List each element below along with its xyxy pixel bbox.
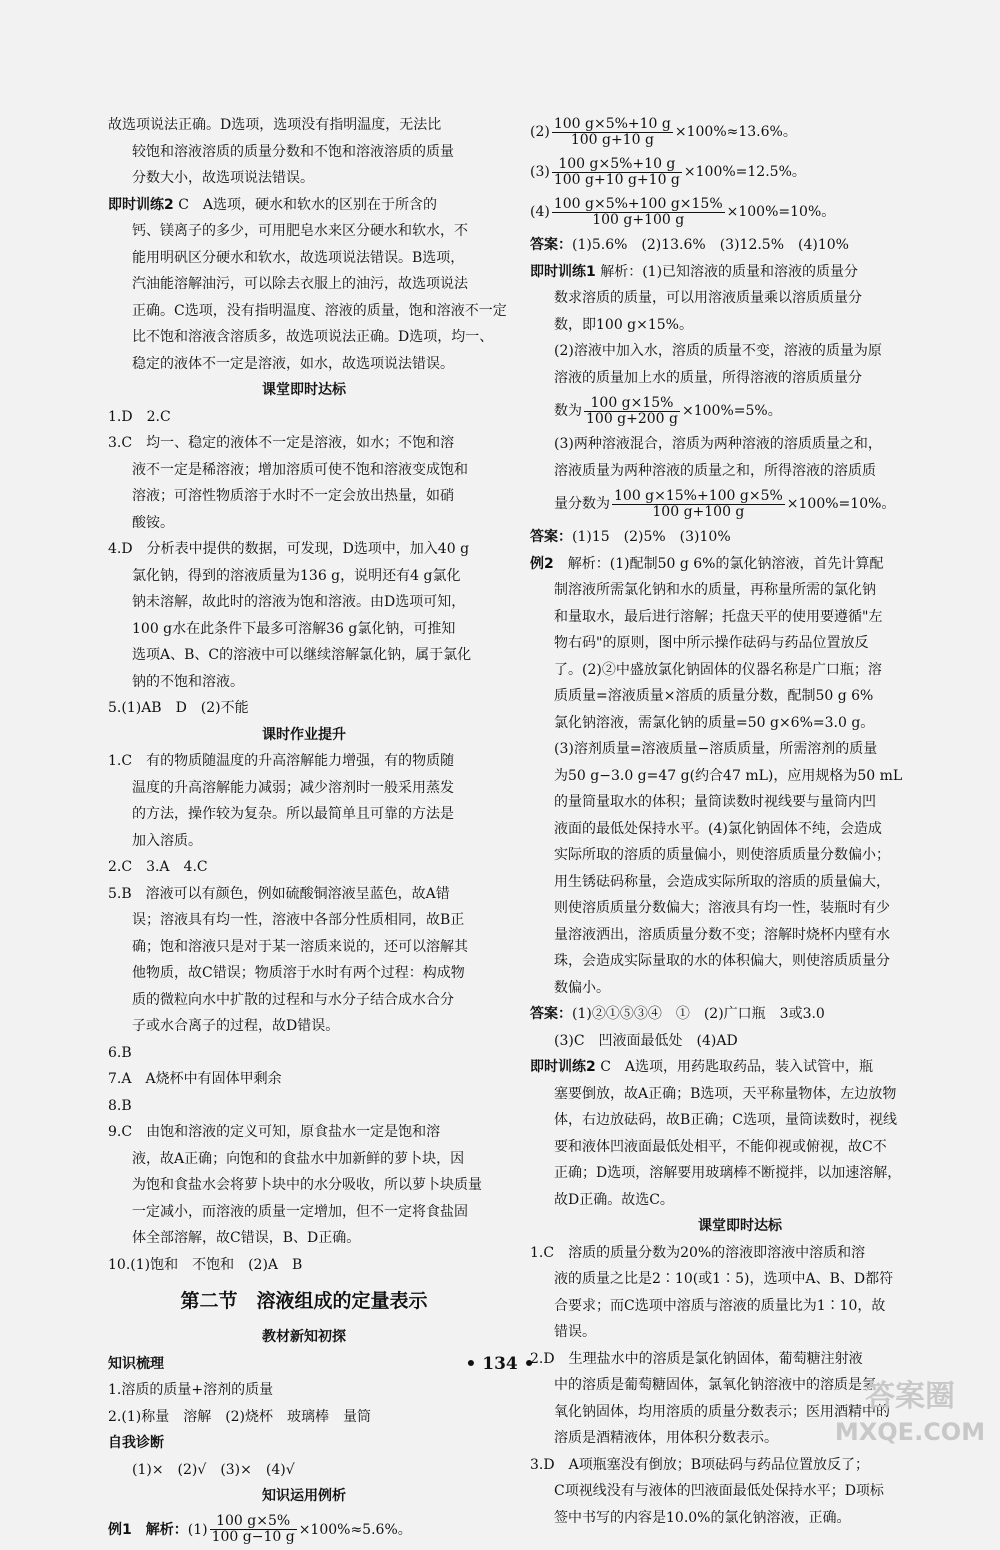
- text-span: (1): [187, 1521, 208, 1538]
- watermark-top-text: 答案圈: [865, 1379, 955, 1414]
- text-line: 酸铵。: [132, 514, 174, 531]
- formula-line: [530, 484, 950, 524]
- text-line: 实际所取的溶质的质量偏小，则使溶质质量分数偏小；: [554, 847, 890, 863]
- formula-line: [108, 1510, 500, 1550]
- text-line: 100 g水在此条件下最多可溶解36 g氯化钠，可推知: [132, 620, 456, 637]
- subsection-heading: 知识梳理: [108, 1355, 164, 1372]
- answer-line: 10.(1)饱和 不饱和 (2)A B: [108, 1256, 303, 1273]
- answer-line: (3)C 凹液面最低处 (4)AD: [554, 1032, 738, 1049]
- fraction-denominator: 100 g+200 g: [586, 410, 678, 427]
- text-line: 体，右边放砝码，故B正确；C选项，量筒读数时，视线: [554, 1112, 897, 1128]
- text-line: 子或水合离子的过程，故D错误。: [132, 1018, 340, 1034]
- fraction-numerator: 100 g×5%: [210, 1514, 297, 1530]
- label-training-2: 即时训练2: [108, 196, 174, 213]
- answer-line: 1.溶质的质量+溶剂的质量: [108, 1382, 274, 1398]
- section-heading: 课堂即时达标: [262, 382, 346, 398]
- chapter-section-title: 第二节 溶液组成的定量表示: [180, 1290, 428, 1312]
- text-line: (3)溶剂质量=溶液质量−溶质质量，所需溶剂的质量: [554, 741, 878, 757]
- text-line: 液不一定是稀溶液；增加溶质可使不饱和溶液变成饱和: [132, 461, 468, 478]
- text-line: 的方法，操作较为复杂。所以最简单且可靠的方法是: [132, 806, 454, 822]
- fraction-numerator: 100 g×5%+10 g: [553, 115, 671, 132]
- text-line: 液，故A正确；向饱和的食盐水中加新鲜的萝卜块，因: [132, 1150, 465, 1167]
- text-line: 分数大小，故选项说法错误。: [132, 170, 314, 186]
- answer-line: 1.C 溶质的质量分数为20%的溶液即溶液中溶质和溶: [530, 1244, 866, 1261]
- text-line: 数偏小。: [554, 979, 610, 996]
- label-answer: 答案：: [530, 529, 572, 545]
- answer-line: 9.C 由饱和溶液的定义可知，原食盐水一定是饱和溶: [108, 1124, 441, 1140]
- text-line: 中的溶质是葡萄糖固体，氯氧化钠溶液中的溶质是氢: [554, 1377, 876, 1393]
- text-span: ×100%=10%。: [786, 496, 896, 512]
- fraction: [552, 117, 673, 148]
- text-line: 数求溶质的质量，可以用溶液质量乘以溶质质量分: [554, 290, 862, 306]
- fraction-numerator: 100 g×15%+100 g×5%: [614, 487, 783, 504]
- text-line: 故选项说法正确。D选项，选项没有指明温度，无法比: [108, 117, 442, 133]
- text-span: ×100%≈5.6%。: [298, 1521, 412, 1538]
- text-span: C A选项，硬水和软水的区别在于所含的: [178, 196, 438, 213]
- text-line: 一定减小，而溶液的质量一定增加，但不一定将食盐固: [132, 1203, 468, 1220]
- text-line: 的量筒量取水的体积；量筒读数时视线要与量筒内凹: [554, 794, 876, 810]
- text-line: 则使溶质质量分数偏大；溶液具有均一性，装瓶时有少: [554, 900, 890, 916]
- answer-line: 1.D 2.C: [108, 408, 171, 425]
- text-span: (2): [530, 124, 550, 140]
- answer-line: [530, 232, 950, 259]
- text-span: (1)②①⑤③④ ① (2)广口瓶 3或3.0: [572, 1006, 825, 1022]
- text-span: (1)15 (2)5% (3)10%: [572, 529, 731, 545]
- text-line: 溶质是酒精液体，用体积分数表示。: [554, 1430, 778, 1446]
- text-span: ×100%=10%。: [726, 204, 836, 220]
- formula-line: [530, 192, 950, 232]
- answer-line: 2.C 3.A 4.C: [108, 859, 208, 875]
- answer-line: [530, 1001, 950, 1028]
- page-number: • 134 •: [465, 1354, 535, 1374]
- text-line: [530, 1054, 950, 1081]
- watermark-logo: [830, 1372, 990, 1450]
- text-line: [530, 259, 950, 286]
- fraction-numerator: 100 g×15%: [584, 396, 680, 412]
- text-line: 制溶液所需氯化钠和水的质量，再称量所需的氯化钠: [554, 582, 876, 598]
- text-line: 数，即100 g×15%。: [554, 316, 693, 333]
- right-column: [530, 112, 950, 1531]
- text-line: 塞要倒放，故A正确；B选项，天平称量物体，左边放物: [554, 1085, 897, 1102]
- text-line: 加入溶质。: [132, 832, 202, 849]
- answer-line: 4.D 分析表中提供的数据，可发现，D选项中，加入40 g: [108, 541, 470, 557]
- text-line: [530, 551, 950, 578]
- label-training-2: 即时训练2: [530, 1059, 596, 1075]
- text-line: 溶液的质量加上水的质量，所得溶液的溶质质量分: [554, 369, 862, 386]
- text-line: 误；溶液具有均一性，溶液中各部分性质相同，故B正: [132, 912, 465, 928]
- text-span: (3): [530, 164, 550, 180]
- answer-line: 5.B 溶液可以有颜色，例如硫酸铜溶液呈蓝色，故A错: [108, 885, 450, 902]
- text-line: 氯化钠溶液，需氯化钠的质量=50 g×6%=3.0 g。: [554, 714, 875, 731]
- label-training-1: 即时训练1: [530, 263, 596, 280]
- text-span: 数为: [554, 403, 582, 419]
- text-line: 稳定的液体不一定是溶液，如水，故选项说法错误。: [132, 355, 454, 372]
- label-example-1: 例1 解析：: [108, 1521, 188, 1538]
- text-span: 解析：(1)已知溶液的质量和溶液的质量分: [600, 263, 859, 280]
- section-heading: 课堂即时达标: [698, 1218, 782, 1234]
- watermark-bottom-text: MXQE.COM: [834, 1418, 986, 1446]
- text-line: 要和液体凹液面最低处相平，不能仰视或俯视，故C不: [554, 1138, 887, 1155]
- text-line: [108, 192, 500, 219]
- text-line: 较饱和溶液溶质的质量分数和不饱和溶液溶质的质量: [132, 143, 454, 160]
- text-span: 量分数为: [554, 496, 610, 512]
- text-line: 比不饱和溶液含溶质多，故选项说法正确。D选项，均一、: [132, 329, 494, 345]
- text-line: C项视线没有与液体的凹液面最低处保持水平；D项标: [554, 1483, 884, 1499]
- answer-line: 1.C 有的物质随温度的升高溶解能力增强，有的物质随: [108, 753, 455, 769]
- text-span: (4): [530, 204, 550, 220]
- fraction: [552, 157, 682, 188]
- subsection-heading: 自我诊断: [108, 1435, 164, 1451]
- text-line: 故D正确。故选C。: [554, 1191, 674, 1208]
- section-heading: 知识运用例析: [262, 1488, 346, 1504]
- text-line: 为50 g−3.0 g=47 g(约合47 mL)，应用规格为50 mL: [554, 767, 903, 784]
- text-line: 钠未溶解，故此时的溶液为饱和溶液。由D选项可知，: [132, 594, 466, 610]
- text-line: 用生锈砝码称量，会造成实际所取的溶质的质量偏大，: [554, 873, 890, 890]
- answer-line: 5.(1)AB D (2)不能: [108, 700, 249, 716]
- section-heading: 课时作业提升: [262, 726, 346, 743]
- fraction: [552, 197, 725, 228]
- text-line: 钠的不饱和溶液。: [132, 673, 244, 690]
- text-line: 质的微粒向水中扩散的过程和与水分子结合成水合分: [132, 991, 454, 1008]
- fraction-denominator: 100 g+10 g+10 g: [553, 171, 680, 188]
- text-line: 签中书写的内容是10.0%的氯化钠溶液，正确。: [554, 1509, 851, 1526]
- fraction-numerator: 100 g×5%+10 g: [552, 157, 682, 173]
- text-line: 量溶液洒出，溶质质量分数不变；溶解时烧杯内壁有水: [554, 926, 890, 943]
- left-column: [108, 112, 507, 1550]
- text-line: 正确；D选项，溶解要用玻璃棒不断搅拌，以加速溶解，: [554, 1165, 902, 1181]
- label-example-2: 例2: [530, 555, 554, 572]
- text-line: 质质量=溶液质量×溶质的质量分数，配制50 g 6%: [554, 688, 874, 704]
- text-line: 物右码"的原则，图中所示操作砝码与药品位置放反: [554, 635, 869, 651]
- answer-line: 8.B: [108, 1097, 132, 1114]
- answer-line: 7.A A烧杯中有固体甲剩余: [108, 1071, 282, 1087]
- formula-line: [530, 152, 950, 192]
- text-span: ×100%≈13.6%。: [674, 124, 797, 140]
- text-span: (1)5.6% (2)13.6% (3)12.5% (4)10%: [572, 237, 849, 253]
- text-line: (2)溶液中加入水，溶质的质量不变，溶液的质量为原: [554, 343, 882, 359]
- text-line: 他物质，故C错误；物质溶于水时有两个过程：构成物: [132, 965, 465, 981]
- text-span: ×100%=12.5%。: [683, 164, 806, 180]
- label-answer: 答案：: [530, 1006, 572, 1022]
- text-line: 液面的最低处保持水平。(4)氯化钠固体不纯，会造成: [554, 820, 882, 837]
- text-line: 和量取水，最后进行溶解；托盘天平的使用要遵循"左: [554, 608, 883, 625]
- formula-line: [530, 391, 950, 431]
- text-line: 合要求；而C选项中溶质与溶液的质量比为1∶10，故: [554, 1297, 886, 1314]
- text-line: 了。(2)②中盛放氯化钠固体的仪器名称是广口瓶；溶: [554, 661, 882, 678]
- fraction-denominator: 100 g+100 g: [652, 503, 745, 520]
- text-line: 选项A、B、C的溶液中可以继续溶解氯化钠，属于氯化: [132, 647, 472, 663]
- answer-line: 2.D 生理盐水中的溶质是氯化钠固体，葡萄糖注射液: [530, 1350, 863, 1367]
- answer-line: 3.C 均一、稳定的液体不一定是溶液，如水；不饱和溶: [108, 435, 455, 451]
- text-line: (3)两种溶液混合，溶质为两种溶液的溶质质量之和，: [554, 436, 882, 452]
- fraction-numerator: 100 g×5%+100 g×15%: [553, 195, 723, 212]
- text-line: 溶液；可溶性物质溶于水时不一定会放出热量，如硝: [132, 488, 454, 504]
- fraction: [612, 489, 785, 520]
- text-line: 溶液质量为两种溶液的质量之和，所得溶液的溶质质: [554, 462, 876, 479]
- text-line: 温度的升高溶解能力减弱；减少溶剂时一般采用蒸发: [132, 779, 454, 796]
- fraction: [210, 1514, 297, 1545]
- text-span: 解析：(1)配制50 g 6%的氯化钠溶液，首先计算配: [567, 555, 884, 572]
- text-line: 珠，会造成实际量取的水的体积偏大，则使溶质质量分: [554, 953, 890, 969]
- answer-line: 6.B: [108, 1044, 132, 1061]
- text-line: 氧化钠固体，均用溶质的质量分数表示；医用酒精中的: [554, 1403, 890, 1420]
- answer-line: (1)× (2)√ (3)× (4)√: [132, 1461, 295, 1478]
- answer-line: [530, 524, 950, 551]
- formula-line: [530, 112, 950, 152]
- label-answer: 答案：: [530, 237, 572, 253]
- text-span: C A选项，用药匙取药品，装入试管中，瓶: [600, 1059, 874, 1075]
- fraction-denominator: 100 g−10 g: [211, 1529, 295, 1545]
- text-line: 正确。C选项，没有指明温度、溶液的质量，饱和溶液不一定: [132, 302, 507, 319]
- text-line: 错误。: [554, 1324, 596, 1340]
- fraction-denominator: 100 g+100 g: [592, 211, 685, 228]
- text-line: 能用明矾区分硬水和软水，故选项说法错误。B选项，: [132, 249, 465, 266]
- section-heading: 教材新知初探: [262, 1329, 346, 1345]
- text-line: 液的质量之比是2∶10(或1∶5)，选项中A、B、D都符: [554, 1271, 894, 1287]
- text-line: 钙、镁离子的多少，可用肥皂水来区分硬水和软水，不: [132, 223, 468, 239]
- text-line: 体全部溶解，故C错误，B、D正确。: [132, 1230, 361, 1246]
- fraction-denominator: 100 g+10 g: [570, 131, 654, 148]
- text-line: 汽油能溶解油污，可以除去衣服上的油污，故选项说法: [132, 276, 468, 292]
- fraction: [584, 396, 680, 427]
- answer-line: 2.(1)称量 溶解 (2)烧杯 玻璃棒 量筒: [108, 1408, 372, 1425]
- text-line: 氯化钠，得到的溶液质量为136 g，说明还有4 g氯化: [132, 567, 461, 584]
- text-line: 为饱和食盐水会将萝卜块中的水分吸收，所以萝卜块质量: [132, 1177, 482, 1193]
- text-span: ×100%=5%。: [682, 403, 782, 419]
- answer-line: 3.D A项瓶塞没有倒放；B项砝码与药品位置放反了；: [530, 1456, 869, 1473]
- text-line: 确；饱和溶液只是对于某一溶质来说的，还可以溶解其: [132, 938, 468, 955]
